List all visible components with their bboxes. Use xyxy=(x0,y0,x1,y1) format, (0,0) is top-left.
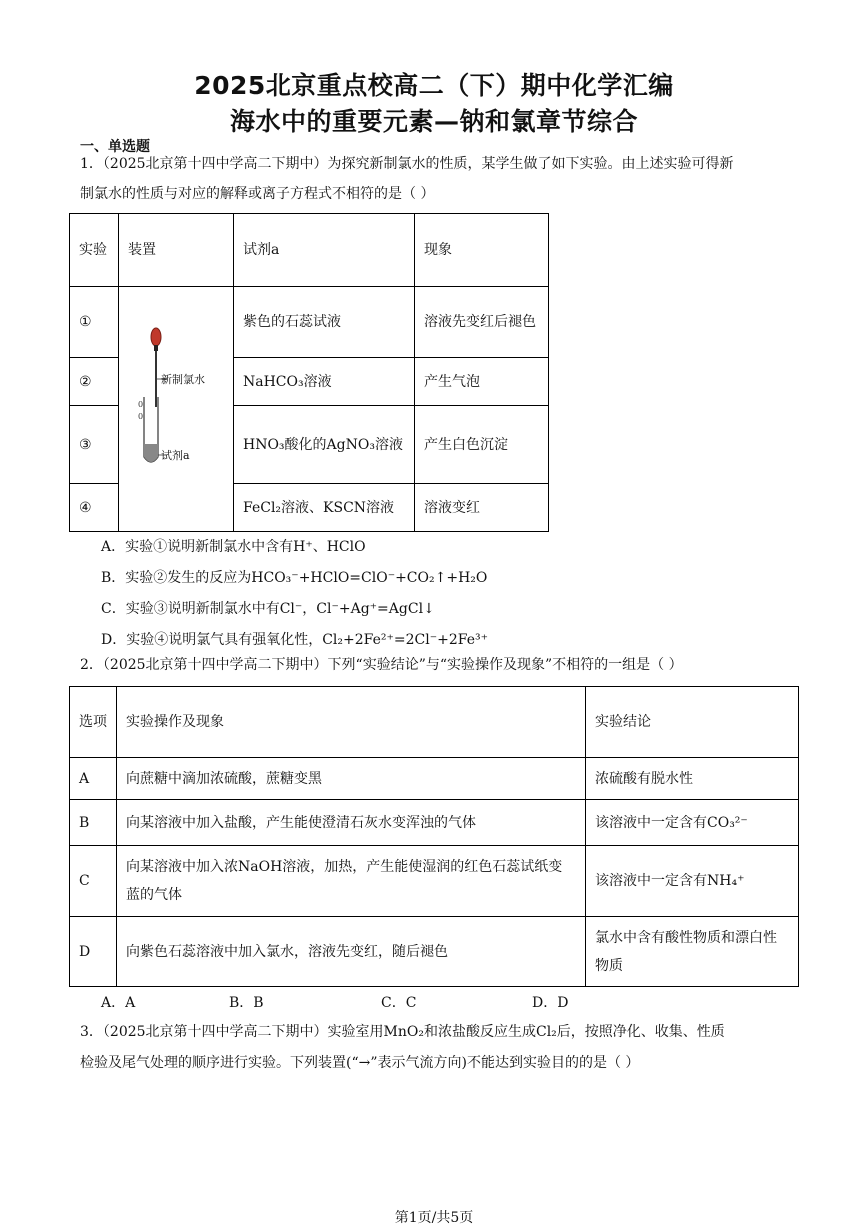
q1-option-c[interactable]: C．实验③说明新制氯水中有Cl⁻，Cl⁻+Ag⁺=AgCl↓ xyxy=(101,601,435,617)
table-row xyxy=(70,800,799,846)
q2-option-a[interactable]: A．A xyxy=(101,995,136,1011)
q1-option-b[interactable]: B．实验②发生的反应为HCO₃⁻+HClO=ClO⁻+CO₂↑+H₂O xyxy=(101,570,488,586)
q1-option-d[interactable]: D．实验④说明氯气具有强氧化性，Cl₂+2Fe²⁺=2Cl⁻+2Fe³⁺ xyxy=(101,632,488,648)
table-row xyxy=(70,846,799,917)
page-title-line2: 海水中的重要元素—钠和氯章节综合 xyxy=(229,107,638,136)
table-cell: 氯水中含有酸性物质和漂白性物质 xyxy=(586,917,799,987)
table-row xyxy=(70,758,799,800)
table-cell: 紫色的石蕊试液 xyxy=(234,287,415,358)
table-cell: A xyxy=(70,758,117,800)
table-row xyxy=(70,214,549,287)
table-cell: 产生白色沉淀 xyxy=(415,406,549,484)
table-cell: 该溶液中一定含有CO₃²⁻ xyxy=(586,800,799,846)
table-cell: D xyxy=(70,917,117,987)
table-cell: 向紫色石蕊溶液中加入氯水，溶液先变红，随后褪色 xyxy=(117,917,586,987)
apparatus-cell xyxy=(119,287,234,532)
table-header: 试剂a xyxy=(234,214,415,287)
table-cell: ② xyxy=(70,358,119,406)
q1-option-a[interactable]: A．实验①说明新制氯水中含有H⁺、HClO xyxy=(101,539,366,555)
table-header: 选项 xyxy=(70,687,117,758)
apparatus-label-chlorine-water: 新制氯水 xyxy=(161,373,205,386)
apparatus-label-reagent-a: 试剂a xyxy=(161,449,190,462)
table-cell: B xyxy=(70,800,117,846)
q2-table xyxy=(69,686,799,987)
table-cell: 浓硫酸有脱水性 xyxy=(586,758,799,800)
section-heading: 一、单选题 xyxy=(80,139,150,155)
page-title-line1: 2025北京重点校高二（下）期中化学汇编 xyxy=(194,71,674,100)
table-cell: ③ xyxy=(70,406,119,484)
q1-stem-line1: 1．（2025北京第十四中学高二下期中）为探究新制氯水的性质，某学生做了如下实验。由上述实验可得新 xyxy=(80,156,734,172)
q2-option-d[interactable]: D．D xyxy=(532,995,569,1011)
q2-stem: 2．（2025北京第十四中学高二下期中）下列“实验结论”与“实验操作及现象”不相符的一组是（ ） xyxy=(80,657,683,673)
table-row xyxy=(70,917,799,987)
table-cell: 该溶液中一定含有NH₄⁺ xyxy=(586,846,799,917)
table-cell: ① xyxy=(70,287,119,358)
page-number: 第1页/共5页 xyxy=(394,1210,474,1226)
table-cell: 溶液先变红后褪色 xyxy=(415,287,549,358)
table-cell: 产生气泡 xyxy=(415,358,549,406)
q2-option-c[interactable]: C．C xyxy=(381,995,417,1011)
q3-stem-line2: 检验及尾气处理的顺序进行实验。下列装置(“→”表示气流方向)不能达到实验目的的是（ ） xyxy=(80,1055,640,1071)
table-cell: ④ xyxy=(70,484,119,532)
table-cell: 向某溶液中加入盐酸，产生能使澄清石灰水变浑浊的气体 xyxy=(117,800,586,846)
table-cell: C xyxy=(70,846,117,917)
table-row xyxy=(70,687,799,758)
table-cell: NaHCO₃溶液 xyxy=(234,358,415,406)
table-cell: 向蔗糖中滴加浓硫酸，蔗糖变黑 xyxy=(117,758,586,800)
table-cell: 向某溶液中加入浓NaOH溶液，加热，产生能使湿润的红色石蕊试纸变蓝的气体 xyxy=(117,846,586,917)
svg-text:0: 0 xyxy=(138,400,144,409)
table-cell: FeCl₂溶液、KSCN溶液 xyxy=(234,484,415,532)
table-header: 实验结论 xyxy=(586,687,799,758)
table-header: 实验操作及现象 xyxy=(117,687,586,758)
table-cell: HNO₃酸化的AgNO₃溶液 xyxy=(234,406,415,484)
svg-text:0: 0 xyxy=(138,412,144,421)
table-cell: 溶液变红 xyxy=(415,484,549,532)
q2-option-b[interactable]: B．B xyxy=(229,995,264,1011)
table-header: 实验 xyxy=(70,214,119,287)
q1-table xyxy=(69,213,549,532)
q1-stem-line2: 制氯水的性质与对应的解释或离子方程式不相符的是（ ） xyxy=(80,186,435,202)
table-header: 现象 xyxy=(415,214,549,287)
table-row xyxy=(70,287,549,358)
q3-stem-line1: 3．（2025北京第十四中学高二下期中）实验室用MnO₂和浓盐酸反应生成Cl₂后，按照净化、收集、性质 xyxy=(80,1024,725,1040)
table-header: 装置 xyxy=(119,214,234,287)
